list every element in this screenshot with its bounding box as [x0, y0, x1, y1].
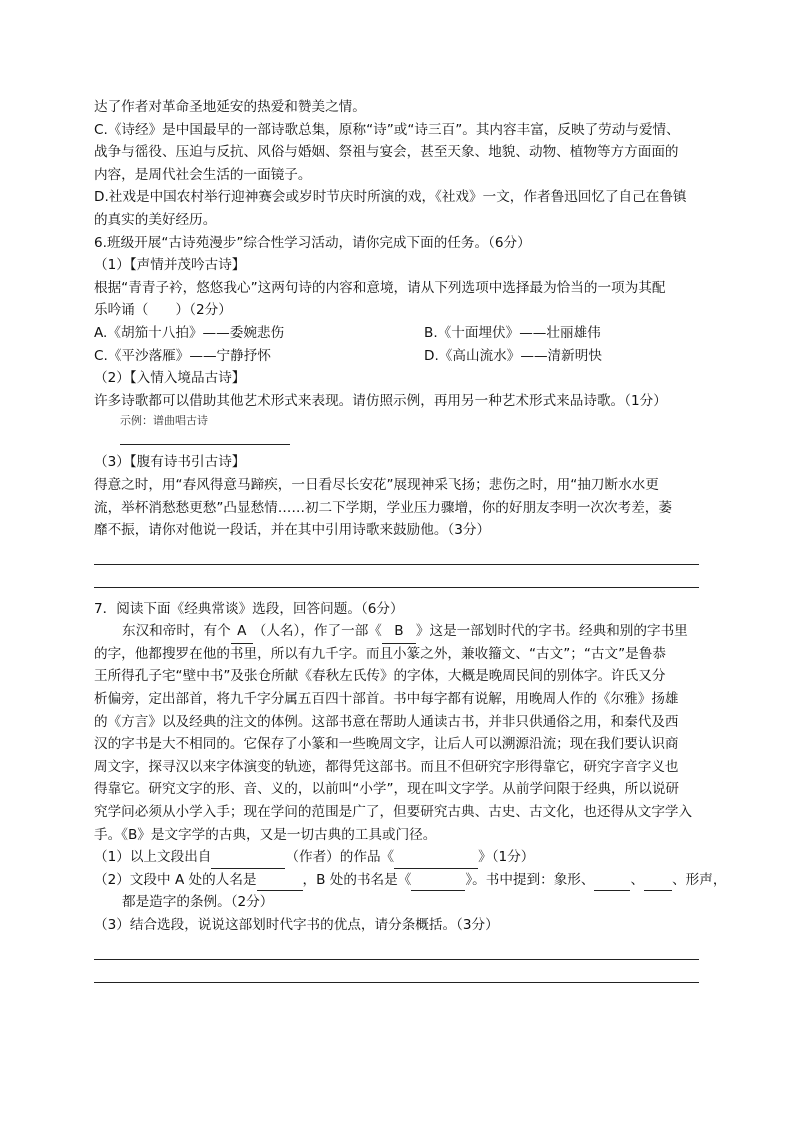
name-a-blank[interactable]	[257, 874, 303, 891]
q6-title: 6.班级开展“古诗苑漫步”综合性学习活动，请你完成下面的任务。（6分）	[94, 234, 531, 251]
question-text: 、	[630, 871, 645, 888]
q7-passage-line: 王所得孔子宅“壁中书”及张仓所献《春秋左氏传》的字体，大概是晚周民间的别体字。许氏又分	[94, 668, 666, 685]
q5-option-c-cont: 战争与徭役、压迫与反抗、风俗与婚姻、祭祖与宴会，甚至天象、地貌、动物、植物等方方面面的	[94, 144, 679, 161]
question-text: 》（1分）	[478, 849, 535, 866]
q7-passage-line: 究学问必须从小学入手；现在学问的范围是广了，但要研究古典、古史、古文化，也还得从文字学入	[94, 804, 693, 821]
q6-options-row	[94, 345, 704, 368]
method-blank-2[interactable]	[644, 874, 672, 891]
q7-sub2	[94, 869, 727, 892]
method-blank-1[interactable]	[594, 874, 630, 891]
q6-task3-heading: （3）【腹有诗书引古诗】	[94, 454, 246, 471]
answer-line[interactable]	[94, 937, 699, 960]
q5-option-c: C.《诗经》是中国最早的一部诗歌总集，原称“诗”或“诗三百”。其内容丰富，反映了劳动与爱情、	[94, 121, 680, 138]
q7-passage-line: 析偏旁，定出部首，将九千字分属五百四十部首。书中每字都有说解，用晚周人作的《尔雅》扬雄	[94, 691, 679, 708]
q6-task1-text: 根据“青青子衿，悠悠我心”这两句诗的内容和意境，请从下列选项中选择最为恰当的一项为其配	[94, 279, 666, 296]
placeholder-b: B	[382, 620, 416, 644]
q5-line: 达了作者对革命圣地延安的热爱和赞美之情。	[94, 99, 366, 115]
passage-text: 》这是一部划时代的字书。经典和别的字书里	[415, 623, 688, 640]
answer-line[interactable]	[94, 565, 699, 588]
q6-task3-text: 靡不振，请你对他说一段话，并在其中引用诗歌来鼓励他。（3分）	[94, 522, 491, 539]
passage-text: 东汉和帝时，有个	[122, 623, 231, 640]
work-title-blank[interactable]	[394, 852, 478, 869]
q7-sub3: （3）结合选段，说说这部划时代字书的优点，请分条概括。（3分）	[94, 917, 499, 933]
q6-task1-heading: （1）【声情并茂吟古诗】	[94, 257, 246, 274]
answer-line[interactable]	[94, 960, 699, 983]
q7-sub1	[94, 846, 704, 869]
q7-passage-line: 的字，他都搜罗在他的书里，所以有九千字。而且小篆之外，兼收籀文、“古文”；“古文”是鲁恭	[94, 645, 666, 662]
q7-passage-line: 周文字，探寻汉以来字体演变的轨迹，都得凭这部书。而且不但研究字形得靠它，研究字音字义也	[94, 758, 679, 775]
q6-options-row	[94, 322, 704, 345]
q6-option-b[interactable]: B.《十面埋伏》——壮丽雄伟	[424, 324, 601, 341]
q6-task2-heading: （2）【入情入境品古诗】	[94, 370, 246, 387]
placeholder-a: A	[231, 620, 253, 644]
exam-page	[94, 96, 727, 983]
q6-task2-text: 许多诗歌都可以借助其他艺术形式来表现。请仿照示例，再用另一种艺术形式来品诗歌。（1分）	[94, 392, 667, 409]
q6-task1-text: 乐吟诵（ ）（2分）	[94, 302, 232, 319]
book-b-blank[interactable]	[411, 874, 465, 891]
q6-task2-example: 示例：谱曲唱古诗	[120, 414, 208, 428]
question-text: （2）文段中 A 处的人名是	[94, 871, 257, 888]
question-text: 》。书中提到：象形、	[465, 871, 595, 888]
q6-task2-answer-blank[interactable]	[120, 430, 290, 445]
q7-title: 7．阅读下面《经典常谈》选段，回答问题。（6分）	[94, 600, 404, 617]
q6-option-a[interactable]: A.《胡笳十八拍》——委婉悲伤	[94, 324, 285, 341]
question-text: （作者）的作品《	[285, 849, 395, 866]
q7-passage-line: 手。《B》是文字学的古典，又是一切古典的工具或门径。	[94, 826, 437, 843]
q7-passage-line: 汉的字书是大不相同的。它保存了小篆和一些晚周文字，让后人可以溯源沿流；现在我们要认识商	[94, 736, 679, 753]
q5-option-d: D.社戏是中国农村举行迎神赛会或岁时节庆时所演的戏，《社戏》一文，作者鲁迅回忆了自己在鲁镇	[94, 189, 687, 206]
q6-option-d[interactable]: D.《高山流水》——清新明快	[424, 347, 602, 364]
q6-option-c[interactable]: C.《平沙落雁》——宁静抒怀	[94, 347, 271, 364]
q7-passage-line	[94, 620, 704, 643]
q6-task3-text: 流，举杯消愁愁更愁”凸显愁情……初二下学期，学业压力骤增，你的好朋友李明一次次考差，萎	[94, 499, 672, 516]
q7-passage-line: 的《方言》以及经典的注文的体例。这部书意在帮助人通读古书，并非只供通俗之用，和秦代及西	[94, 713, 679, 730]
question-text: 、形声，	[672, 871, 727, 888]
answer-line[interactable]	[94, 542, 699, 565]
passage-text: （人名），作了一部《	[252, 623, 382, 640]
q7-passage-line: 得靠它。研究文字的形、音、义的，以前叫“小学”，现在叫文字学。从前学问限于经典，所以说研	[94, 781, 680, 798]
q7-sub2-cont: 都是造字的条例。（2分）	[122, 894, 274, 911]
q5-option-c-cont: 内容，是周代社会生活的一面镜子。	[94, 166, 312, 183]
question-text: （1）以上文段出自	[94, 849, 212, 866]
q6-task3-text: 得意之时，用“春风得意马蹄疾，一日看尽长安花”展现神采飞扬；悲伤之时，用“抽刀断水水更	[94, 476, 659, 493]
author-blank[interactable]	[211, 852, 285, 869]
question-text: ，B 处的书名是《	[302, 871, 412, 888]
q5-option-d-cont: 的真实的美好经历。	[94, 211, 217, 228]
